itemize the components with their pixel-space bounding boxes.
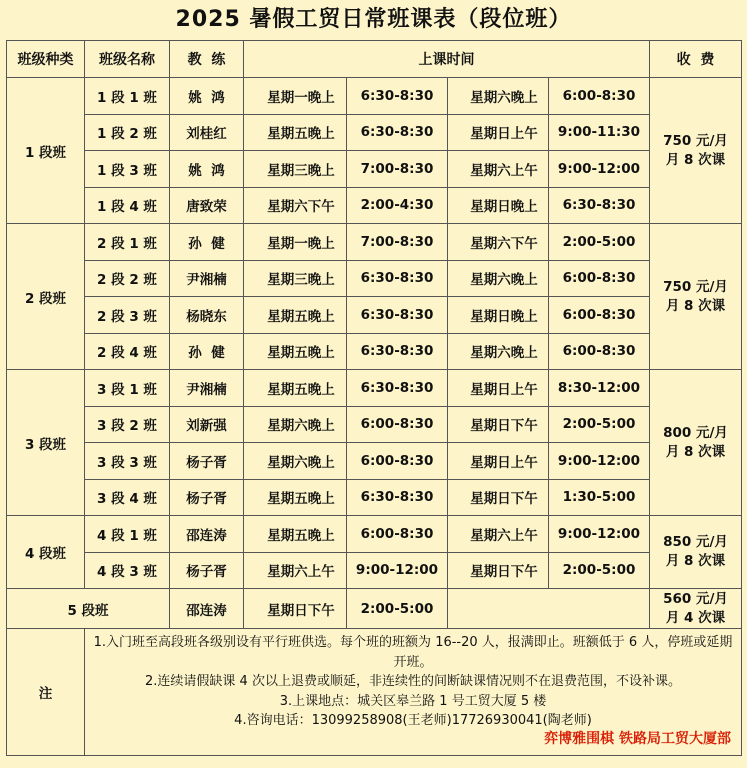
class-name: 2 段 4 班 xyxy=(85,333,170,370)
fee-cell xyxy=(650,516,742,589)
session2-day: 星期日上午 xyxy=(448,443,549,480)
session2-time: 9:00-12:00 xyxy=(549,151,650,188)
class-category: 4 段班 xyxy=(7,516,85,589)
session1-day: 星期一晚上 xyxy=(244,78,347,115)
table-row xyxy=(7,78,742,115)
header-fee: 收 费 xyxy=(650,41,742,78)
session1-day: 星期一晚上 xyxy=(244,224,347,261)
table-row xyxy=(7,370,742,407)
coach-name: 杨子胥 xyxy=(170,552,244,589)
session2-day: 星期日上午 xyxy=(448,370,549,407)
session2-day: 星期六上午 xyxy=(448,516,549,553)
fee-price: 750 元/月 xyxy=(663,278,728,295)
coach-name: 杨晓东 xyxy=(170,297,244,334)
fee-price: 560 元/月 xyxy=(663,590,728,607)
header-category: 班级种类 xyxy=(7,41,85,78)
fee-price: 750 元/月 xyxy=(663,132,728,149)
session1-day: 星期六上午 xyxy=(244,552,347,589)
coach-name: 邵连涛 xyxy=(170,589,244,629)
session2-time: 6:00-8:30 xyxy=(549,333,650,370)
class-name: 1 段 1 班 xyxy=(85,78,170,115)
coach-name: 姚 鸿 xyxy=(170,78,244,115)
session2-day: 星期六下午 xyxy=(448,224,549,261)
coach-name: 刘新强 xyxy=(170,406,244,443)
fee-sessions: 月 8 次课 xyxy=(665,443,726,460)
coach-name: 孙 健 xyxy=(170,224,244,261)
notes-content xyxy=(85,629,742,756)
session1-time: 2:00-4:30 xyxy=(347,187,448,224)
session1-day: 星期六下午 xyxy=(244,187,347,224)
session1-day: 星期三晚上 xyxy=(244,151,347,188)
fee-sessions: 月 8 次课 xyxy=(665,297,726,314)
schedule-table xyxy=(6,40,742,756)
note-line: 3.上课地点：城关区皋兰路 1 号工贸大厦 5 楼 xyxy=(279,693,547,709)
coach-name: 孙 健 xyxy=(170,333,244,370)
table-row xyxy=(7,114,742,151)
session1-time: 7:00-8:30 xyxy=(347,151,448,188)
session1-day: 星期五晚上 xyxy=(244,114,347,151)
session2-time: 6:00-8:30 xyxy=(549,297,650,334)
fee-price: 850 元/月 xyxy=(663,534,728,550)
coach-name: 唐致荣 xyxy=(170,187,244,224)
table-row xyxy=(7,589,742,629)
class-category: 5 段班 xyxy=(7,589,170,629)
note-line: 4.咨询电话：13099258908(王老师)17726930041(陶老师) xyxy=(234,713,592,728)
class-name: 3 段 4 班 xyxy=(85,479,170,516)
fee-sessions: 月 8 次课 xyxy=(665,151,726,168)
session2-day: 星期六晚上 xyxy=(448,260,549,297)
session2-time: 9:00-11:30 xyxy=(549,114,650,151)
session1-time: 6:30-8:30 xyxy=(347,297,448,334)
table-row xyxy=(7,516,742,553)
session1-time: 6:30-8:30 xyxy=(347,370,448,407)
session2-time: 9:00-12:00 xyxy=(549,516,650,553)
session2-time: 8:30-12:00 xyxy=(549,370,650,407)
header-class-name: 班级名称 xyxy=(85,41,170,78)
class-name: 4 段 1 班 xyxy=(85,516,170,553)
session2-time: 2:00-5:00 xyxy=(549,224,650,261)
session1-day: 星期六晚上 xyxy=(244,443,347,480)
session1-time: 6:30-8:30 xyxy=(347,78,448,115)
class-name: 4 段 3 班 xyxy=(85,552,170,589)
fee-cell xyxy=(650,370,742,516)
session2-time: 6:00-8:30 xyxy=(549,260,650,297)
session1-day: 星期五晚上 xyxy=(244,333,347,370)
session2-day: 星期六上午 xyxy=(448,151,549,188)
header-row xyxy=(7,41,742,78)
table-row xyxy=(7,260,742,297)
session2-day: 星期六晚上 xyxy=(448,78,549,115)
session1-day: 星期五晚上 xyxy=(244,516,347,553)
class-category: 3 段班 xyxy=(7,370,85,516)
header-coach: 教 练 xyxy=(170,41,244,78)
coach-name: 尹湘楠 xyxy=(170,370,244,407)
session1-time: 9:00-12:00 xyxy=(347,552,448,589)
session1-time: 2:00-5:00 xyxy=(347,589,448,629)
session2-day: 星期日上午 xyxy=(448,114,549,151)
session2-day: 星期日下午 xyxy=(448,479,549,516)
notes-row xyxy=(7,629,742,756)
header-time: 上课时间 xyxy=(244,41,650,78)
session1-day: 星期六晚上 xyxy=(244,406,347,443)
coach-name: 杨子胥 xyxy=(170,479,244,516)
note-line: 1.入门班至高段班各级别设有平行班供选。每个班的班额为 16--20 人，报满即止。班额低于 6 人，停班或延期开班。 xyxy=(93,635,733,670)
class-category: 1 段班 xyxy=(7,78,85,224)
table-row xyxy=(7,479,742,516)
table-row xyxy=(7,224,742,261)
class-category: 2 段班 xyxy=(7,224,85,370)
coach-name: 刘桂红 xyxy=(170,114,244,151)
session2-day: 星期日下午 xyxy=(448,406,549,443)
session1-time: 6:00-8:30 xyxy=(347,443,448,480)
notes-label: 注 xyxy=(7,629,85,756)
session2-day: 星期六晚上 xyxy=(448,333,549,370)
session2-day: 星期日晚上 xyxy=(448,297,549,334)
session1-time: 6:00-8:30 xyxy=(347,406,448,443)
coach-name: 尹湘楠 xyxy=(170,260,244,297)
footer-credit: 弈博雅围棋 铁路局工贸大厦部 xyxy=(544,730,731,747)
table-row xyxy=(7,333,742,370)
session2-day: 星期日晚上 xyxy=(448,187,549,224)
table-row xyxy=(7,406,742,443)
fee-cell xyxy=(650,224,742,370)
session1-time: 7:00-8:30 xyxy=(347,224,448,261)
table-row xyxy=(7,297,742,334)
session1-time: 6:00-8:30 xyxy=(347,516,448,553)
session2-time: 9:00-12:00 xyxy=(549,443,650,480)
class-name: 3 段 1 班 xyxy=(85,370,170,407)
session2-time: 2:00-5:00 xyxy=(549,552,650,589)
session2-day: 星期日下午 xyxy=(448,552,549,589)
session2-time: 6:30-8:30 xyxy=(549,187,650,224)
coach-name: 姚 鸿 xyxy=(170,151,244,188)
coach-name: 杨子胥 xyxy=(170,443,244,480)
class-name: 1 段 2 班 xyxy=(85,114,170,151)
fee-sessions: 月 4 次课 xyxy=(665,609,726,626)
session1-day: 星期三晚上 xyxy=(244,260,347,297)
fee-price: 800 元/月 xyxy=(663,424,728,441)
class-name: 3 段 3 班 xyxy=(85,443,170,480)
session1-day: 星期五晚上 xyxy=(244,297,347,334)
coach-name: 邵连涛 xyxy=(170,516,244,553)
class-name: 2 段 3 班 xyxy=(85,297,170,334)
session1-day: 星期五晚上 xyxy=(244,479,347,516)
session1-time: 6:30-8:30 xyxy=(347,333,448,370)
empty-cell xyxy=(448,589,650,629)
fee-cell xyxy=(650,78,742,224)
class-name: 2 段 1 班 xyxy=(85,224,170,261)
session1-time: 6:30-8:30 xyxy=(347,114,448,151)
session2-time: 6:00-8:30 xyxy=(549,78,650,115)
table-row xyxy=(7,443,742,480)
class-name: 2 段 2 班 xyxy=(85,260,170,297)
session2-time: 2:00-5:00 xyxy=(549,406,650,443)
fee-cell xyxy=(650,589,742,629)
class-name: 3 段 2 班 xyxy=(85,406,170,443)
class-name: 1 段 3 班 xyxy=(85,151,170,188)
note-line: 2.连续请假缺课 4 次以上退费或顺延，非连续性的间断缺课情况则不在退费范围，不设补课。 xyxy=(145,674,681,689)
session2-time: 1:30-5:00 xyxy=(549,479,650,516)
table-row xyxy=(7,151,742,188)
fee-sessions: 月 8 次课 xyxy=(665,553,726,569)
page-title: 2025 暑假工贸日常班课表（段位班） xyxy=(175,7,572,32)
session1-time: 6:30-8:30 xyxy=(347,479,448,516)
session1-day: 星期五晚上 xyxy=(244,370,347,407)
table-row xyxy=(7,552,742,589)
session1-time: 6:30-8:30 xyxy=(347,260,448,297)
session1-day: 星期日下午 xyxy=(244,589,347,629)
table-row xyxy=(7,187,742,224)
class-name: 1 段 4 班 xyxy=(85,187,170,224)
